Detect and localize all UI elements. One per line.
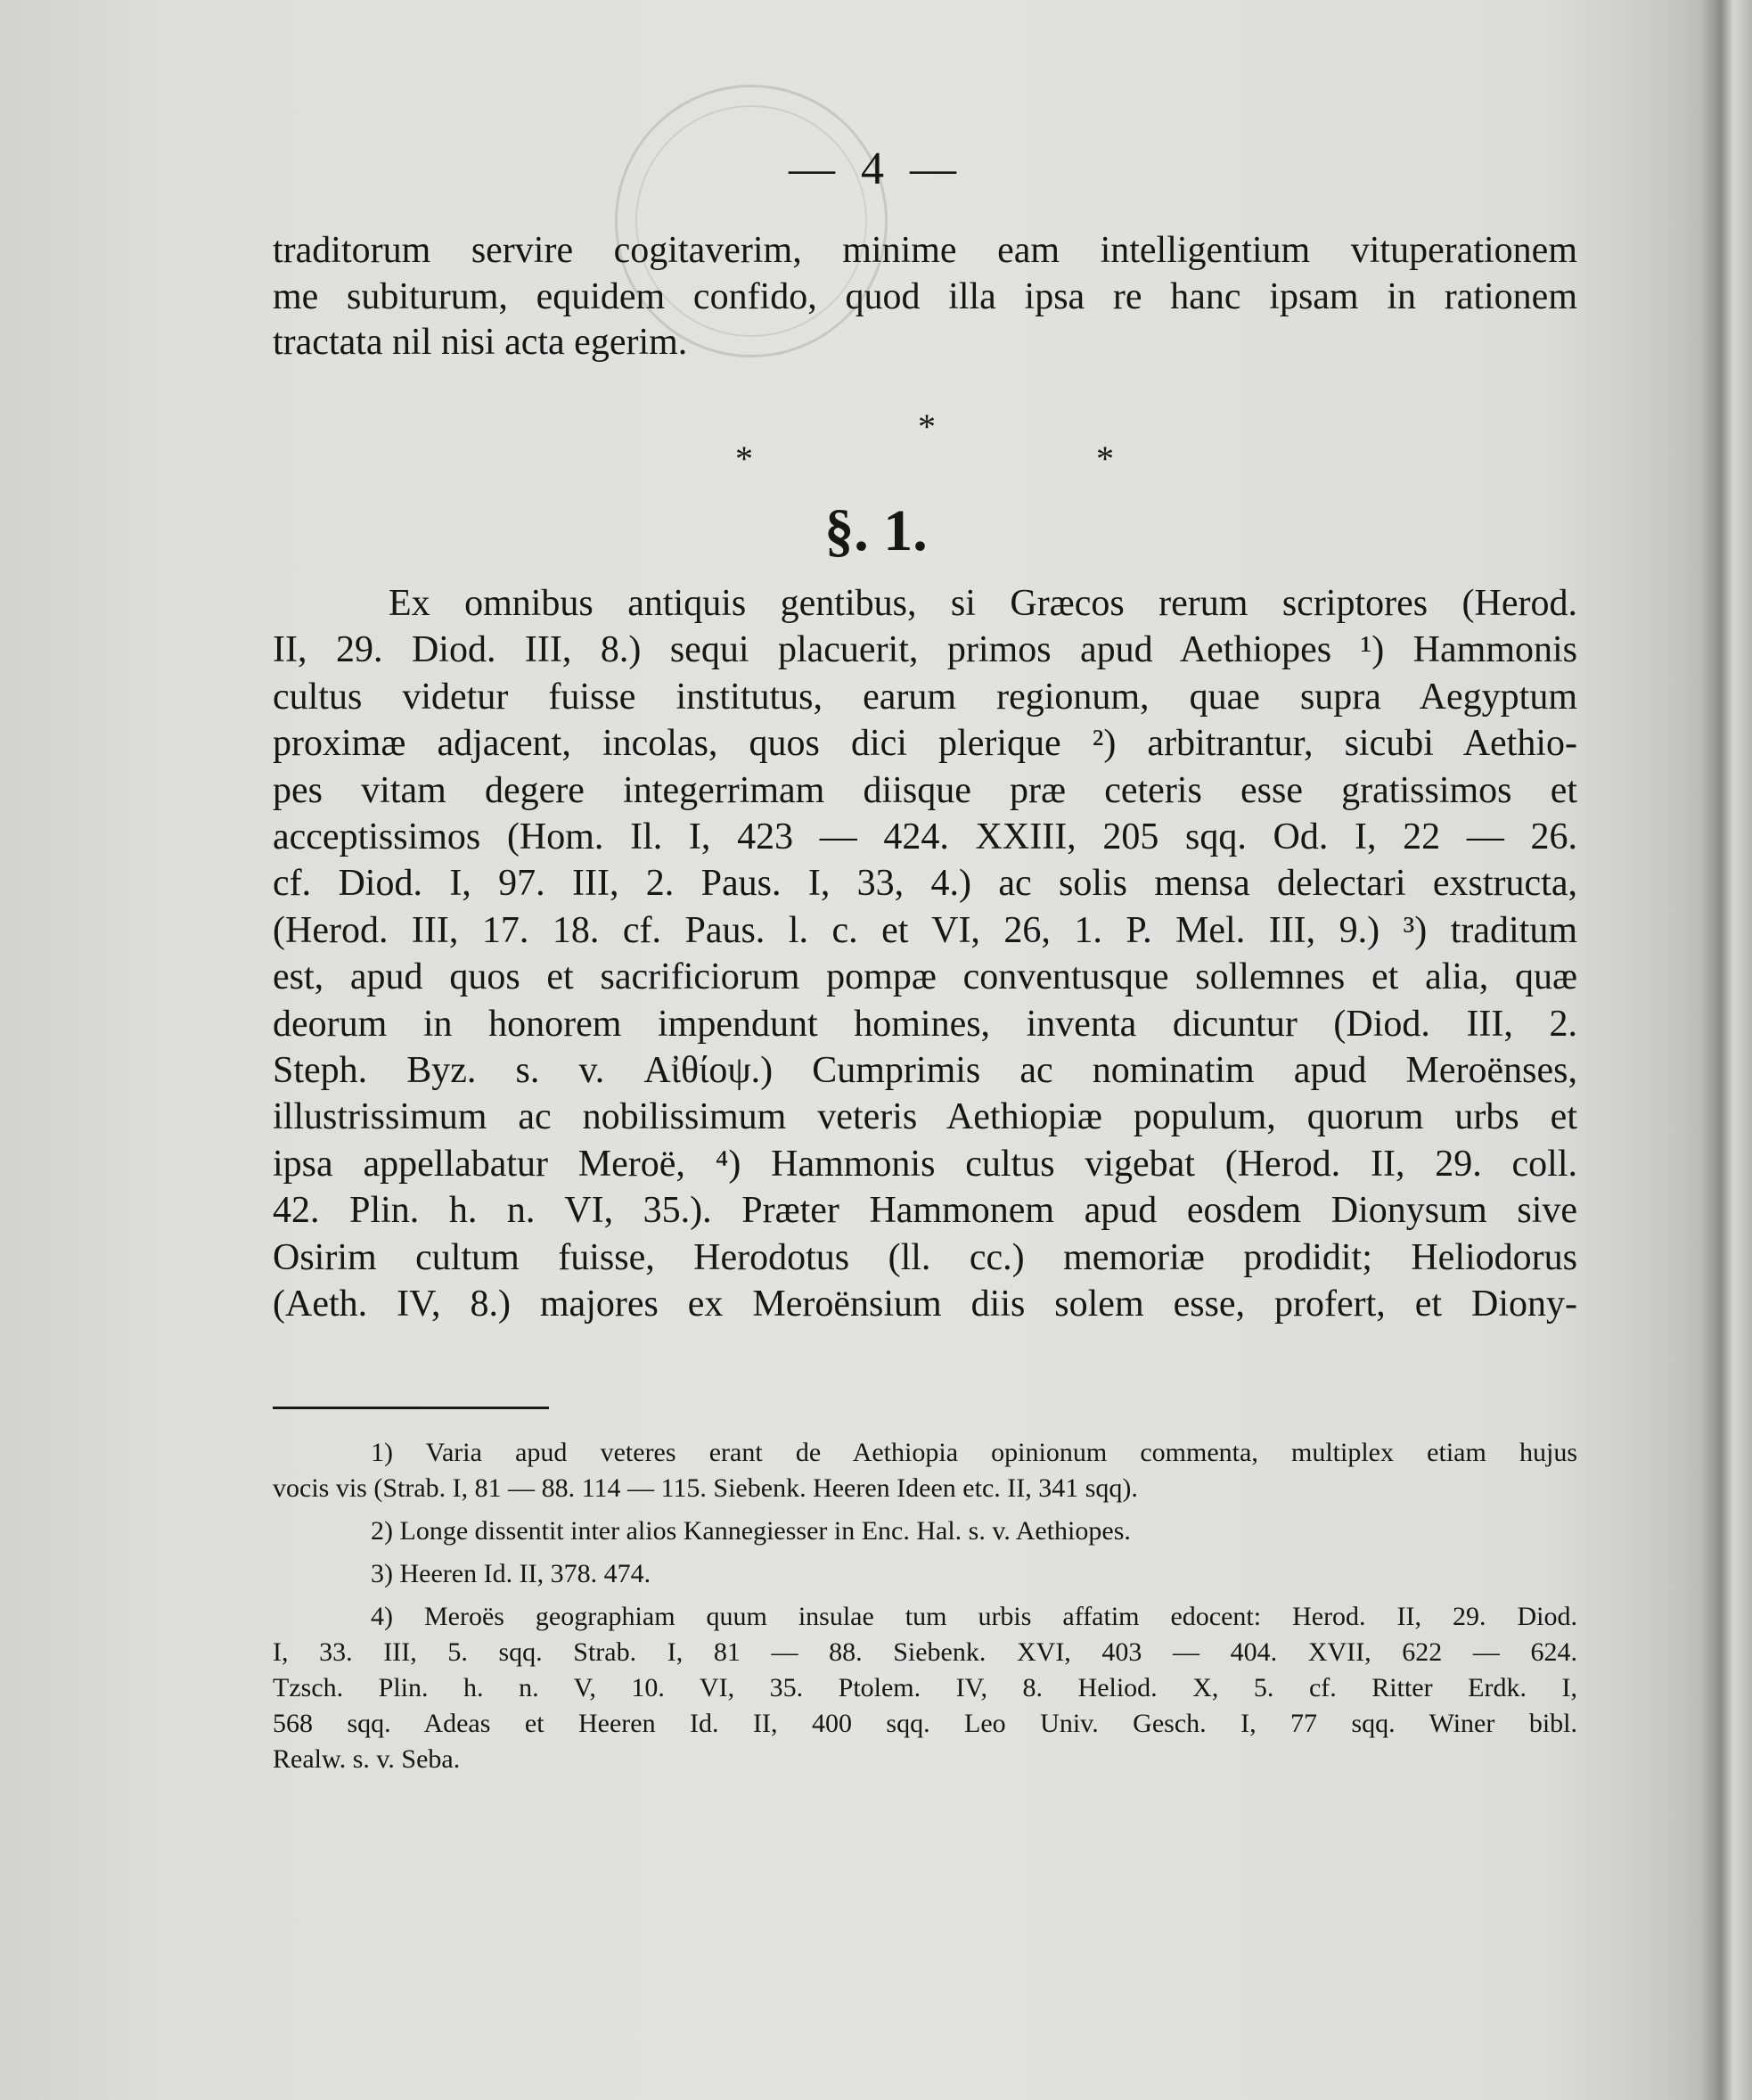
text-line: 42. Plin. h. n. VI, 35.). Præter Hammonem apud eosdem Dionysum sive xyxy=(273,1190,1577,1232)
text-line: pes vitam degere integerrimam diisque præ ceteris esse gratissimos et xyxy=(273,769,1577,811)
book-spine-shadow xyxy=(1700,0,1752,2100)
text-line: est, apud quos et sacrificiorum pompæ conventusque sollemnes et alia, quæ xyxy=(273,956,1577,998)
text-line: illustrissimum ac nobilissimum veteris Aethiopiæ populum, quorum urbs et xyxy=(273,1096,1577,1138)
text-line: cultus videtur fuisse institutus, earum regionum, quae supra Aegyptum xyxy=(273,676,1577,718)
text-line: II, 29. Diod. III, 8.) sequi placuerit, primos apud Aethiopes ¹) Hammonis xyxy=(273,629,1577,671)
text-line: traditorum servire cogitaverim, minime eam intelligentium vituperationem xyxy=(273,230,1577,271)
footnote-3 xyxy=(273,1556,1577,1592)
asterisk-top: * xyxy=(918,406,936,447)
footnote-1 xyxy=(273,1435,1577,1506)
footnote-line: 568 sqq. Adeas et Heeren Id. II, 400 sqq. Leo Univ. Gesch. I, 77 sqq. Winer bibl. xyxy=(273,1709,1577,1738)
footnote-line: 2) Longe dissentit inter alios Kannegiesser in Enc. Hal. s. v. Aethiopes. xyxy=(371,1516,1131,1546)
text-line: me subiturum, equidem confido, quod illa ipsa re hanc ipsam in rationem xyxy=(273,275,1577,317)
text-line: tractata nil nisi acta egerim. xyxy=(273,322,688,363)
text-line: proximæ adjacent, incolas, quos dici plerique ²) arbitrantur, sicubi Aethio- xyxy=(273,723,1577,765)
main-paragraph xyxy=(273,580,1577,1328)
footnotes xyxy=(273,1435,1577,1784)
footnote-line: vocis vis (Strab. I, 81 — 88. 114 — 115. Siebenk. Heeren Ideen etc. II, 341 sqq). xyxy=(273,1473,1138,1503)
footnote-line: 4) Meroës geographiam quum insulae tum urbis affatim edocent: Herod. II, 29. Diod. xyxy=(371,1602,1577,1631)
text-line: cf. Diod. I, 97. III, 2. Paus. I, 33, 4.) ac solis mensa delectari exstructa, xyxy=(273,863,1577,905)
text-line: Osirim cultum fuisse, Herodotus (ll. cc.) memoriæ prodidit; Heliodorus xyxy=(273,1236,1577,1278)
text-line: Steph. Byz. s. v. Αἰθίοψ.) Cumprimis ac nominatim apud Meroënses, xyxy=(273,1050,1577,1092)
text-line: deorum in honorem impendunt homines, inventa dicuntur (Diod. III, 2. xyxy=(273,1003,1577,1045)
asterisk-right: * xyxy=(1096,439,1114,479)
footnote-line: Tzsch. Plin. h. n. V, 10. VI, 35. Ptolem. IV, 8. Heliod. X, 5. cf. Ritter Erdk. I, xyxy=(273,1673,1577,1702)
text-line: (Aeth. IV, 8.) majores ex Meroënsium diis solem esse, profert, et Diony- xyxy=(273,1284,1577,1325)
asterism-separator xyxy=(0,406,1752,486)
page-number: — 4 — xyxy=(789,144,963,194)
section-heading: §. 1. xyxy=(824,498,928,563)
footnote-rule xyxy=(273,1407,549,1409)
footnote-line: 3) Heeren Id. II, 378. 474. xyxy=(371,1559,651,1588)
footnote-2 xyxy=(273,1513,1577,1549)
text-line: (Herod. III, 17. 18. cf. Paus. l. c. et VI, 26, 1. P. Mel. III, 9.) ³) traditum xyxy=(273,909,1577,951)
text-line: ipsa appellabatur Meroë, ⁴) Hammonis cultus vigebat (Herod. II, 29. coll. xyxy=(273,1143,1577,1185)
text-line: Ex omnibus antiquis gentibus, si Græcos rerum scriptores (Herod. xyxy=(389,583,1577,624)
intro-paragraph xyxy=(273,228,1577,366)
footnote-4 xyxy=(273,1599,1577,1777)
footnote-line: Realw. s. v. Seba. xyxy=(273,1744,461,1774)
asterisk-left: * xyxy=(735,439,753,479)
footnote-line: 1) Varia apud veteres erant de Aethiopia opinionum commenta, multiplex etiam hujus xyxy=(371,1438,1577,1467)
footnote-line: I, 33. III, 5. sqq. Strab. I, 81 — 88. Siebenk. XVI, 403 — 404. XVII, 622 — 624. xyxy=(273,1637,1577,1667)
text-line: acceptissimos (Hom. Il. I, 423 — 424. XXIII, 205 sqq. Od. I, 22 — 26. xyxy=(273,816,1577,858)
